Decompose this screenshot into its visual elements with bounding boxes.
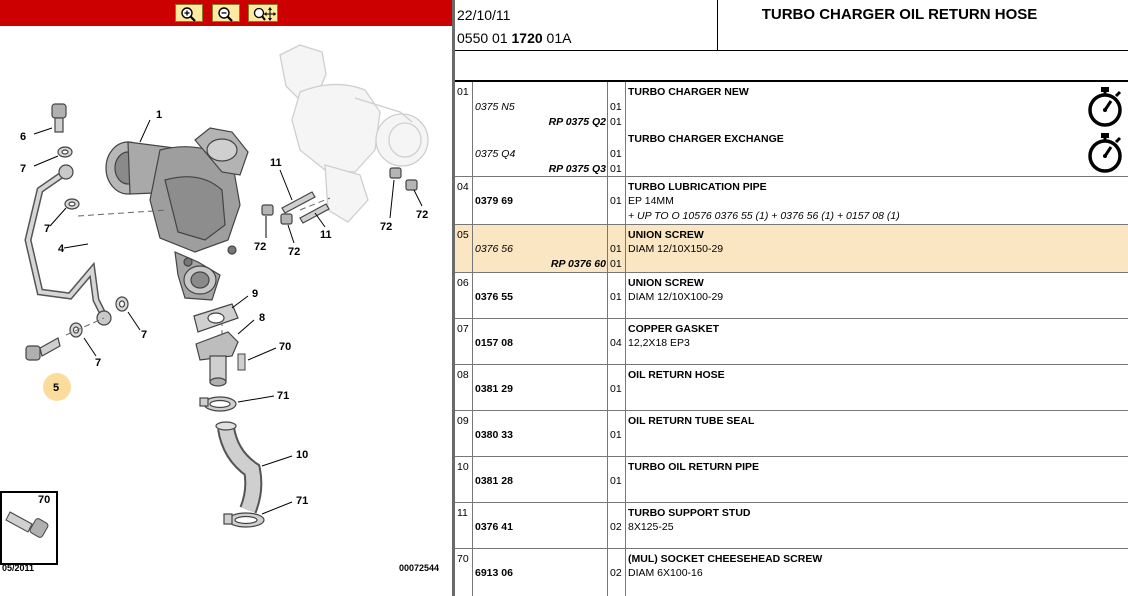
callout-7-mid[interactable]: 7 [44,223,51,235]
row-item: 70 [457,553,469,565]
row-title: UNION SCREW [628,229,704,241]
row-qty: 02 [610,521,622,533]
row-title: UNION SCREW [628,277,704,289]
row-replacement-ref: RP 0375 Q3 [548,163,606,175]
row-part-number: 0375 Q4 [475,148,516,160]
row-title: OIL RETURN HOSE [628,369,725,381]
diagram-ref-number: 00072544 [399,563,440,573]
diagram-toolbar [0,0,452,26]
header-ref-prefix: 0550 01 [457,30,512,46]
stopwatch-icon[interactable] [1085,130,1125,174]
zoom-out-button[interactable] [212,4,240,22]
callout-4[interactable]: 4 [58,243,65,255]
row-title: TURBO SUPPORT STUD [628,507,751,519]
row-title: OIL RETURN TUBE SEAL [628,415,755,427]
exploded-parts-diagram [0,26,452,596]
row-description: DIAM 12/10X100-29 [628,291,724,303]
row-part-number: 0376 55 [475,291,513,303]
table-row[interactable] [455,319,1128,365]
table-row[interactable] [455,411,1128,457]
inset-box [1,492,57,564]
zoom-in-icon [179,6,201,22]
row-title: TURBO OIL RETURN PIPE [628,461,760,473]
header-date: 22/10/11 [457,7,511,23]
row-qty: 04 [610,337,622,349]
zoom-in-button[interactable] [175,4,203,22]
table-row[interactable] [455,273,1128,319]
row-qty: 01 [610,475,622,487]
zoom-out-icon [216,6,238,22]
diagram-panel [0,0,452,596]
row-qty: 01 [610,116,622,128]
row-item: 09 [457,415,469,427]
row-item: 07 [457,323,469,335]
table-row[interactable] [455,549,1128,596]
row-qty: 01 [610,429,622,441]
row-part-number: 0157 08 [475,337,513,349]
row-note: + UP TO O 10576 0376 55 (1) + 0376 56 (1) + 0157 08 (1) [628,210,900,222]
row-item: 04 [457,181,469,193]
table-row[interactable] [455,503,1128,549]
row-replacement-ref: RP 0376 60 [550,258,606,270]
exchange-turbo-illustration [280,45,428,222]
row-qty: 02 [610,567,622,579]
row-description: DIAM 12/10X150-29 [628,243,724,255]
table-row[interactable] [455,457,1128,503]
page-title: TURBO CHARGER OIL RETURN HOSE [761,6,1038,23]
union-screw-6-illustration [52,104,66,132]
row-qty: 01 [610,258,622,270]
row-part-number: 0381 28 [475,475,513,487]
row-qty: 01 [610,148,622,160]
hose-clamp-71-top-illustration [200,397,236,411]
callout-70[interactable]: 70 [279,341,292,353]
row-qty: 01 [610,101,622,113]
row-item: 10 [457,461,469,473]
header-reference [457,30,571,46]
callout-11-top[interactable]: 11 [270,157,282,169]
row-item: 11 [457,507,468,519]
row-item: 05 [457,229,469,241]
row-title: TURBO CHARGER NEW [628,86,749,98]
row-part-number: 0380 33 [475,429,513,441]
hose-clamp-71-bottom-illustration [224,513,264,527]
callout-7-top[interactable]: 7 [20,163,27,175]
callout-71-top[interactable]: 71 [277,390,290,402]
row-part-number: 0376 56 [475,243,513,255]
callout-9[interactable]: 9 [252,288,259,300]
row-item: 06 [457,277,469,289]
row-qty: 01 [610,383,622,395]
lubrication-pipe-illustration [28,165,111,325]
oil-return-hose-illustration [196,332,238,386]
row-replacement-ref: RP 0375 Q2 [548,116,606,128]
row-qty: 01 [610,243,622,255]
callout-72-b[interactable]: 72 [288,246,301,258]
row-description: DIAM 6X100-16 [628,567,703,579]
zoom-pan-button[interactable] [248,4,278,22]
row-item: 01 [457,86,469,98]
row-title: TURBO CHARGER EXCHANGE [628,133,784,145]
callout-71-bottom[interactable]: 71 [296,495,309,507]
callout-72-c[interactable]: 72 [380,221,393,233]
callout-11-bottom[interactable]: 11 [320,229,332,241]
row-description: 12,2X18 EP3 [628,337,690,349]
callout-7-right[interactable]: 7 [141,329,148,341]
callout-6[interactable]: 6 [20,131,27,143]
header-ref-suffix: 01A [542,30,572,46]
header-rule [455,50,1128,51]
callout-72-a[interactable]: 72 [254,241,267,253]
inset-label[interactable]: 70 [38,494,51,506]
row-part-number: 6913 06 [475,567,513,579]
table-row-selected[interactable] [455,225,1128,273]
row-part-number: 0381 29 [475,383,513,395]
row-description: EP 14MM [628,195,674,207]
row-qty: 01 [610,291,622,303]
callout-72-d[interactable]: 72 [416,209,429,221]
row-part-number: 0376 41 [475,521,513,533]
callout-5[interactable]: 5 [53,382,60,394]
parts-list-panel [455,0,1128,596]
row-part-number: 0379 69 [475,195,513,207]
turbo-oil-return-pipe-illustration [216,422,253,510]
row-title: COPPER GASKET [628,323,720,335]
row-description: 8X125-25 [628,521,674,533]
row-title: TURBO LUBRICATION PIPE [628,181,767,193]
callout-8[interactable]: 8 [259,312,266,324]
row-part-number: 0375 N5 [475,101,515,113]
stopwatch-icon[interactable] [1085,84,1125,128]
callout-10[interactable]: 10 [296,449,309,461]
table-row[interactable] [455,82,1128,177]
row-title: (MUL) SOCKET CHEESEHEAD SCREW [628,553,823,565]
diagram-date: 05/2011 [2,563,35,573]
table-row[interactable] [455,177,1128,225]
row-item: 08 [457,369,469,381]
callout-7-bottom[interactable]: 7 [95,357,102,369]
socket-screw-70-illustration [238,354,245,370]
header-ref-bold: 1720 [511,30,543,46]
row-qty: 01 [610,163,622,175]
union-screw-5-illustration [26,338,60,360]
turbo-charger-illustration [106,128,248,300]
zoom-pan-icon [252,6,276,22]
table-row[interactable] [455,365,1128,411]
row-qty: 01 [610,195,622,207]
callout-1[interactable]: 1 [156,109,163,121]
oil-return-seal-illustration [194,304,238,332]
